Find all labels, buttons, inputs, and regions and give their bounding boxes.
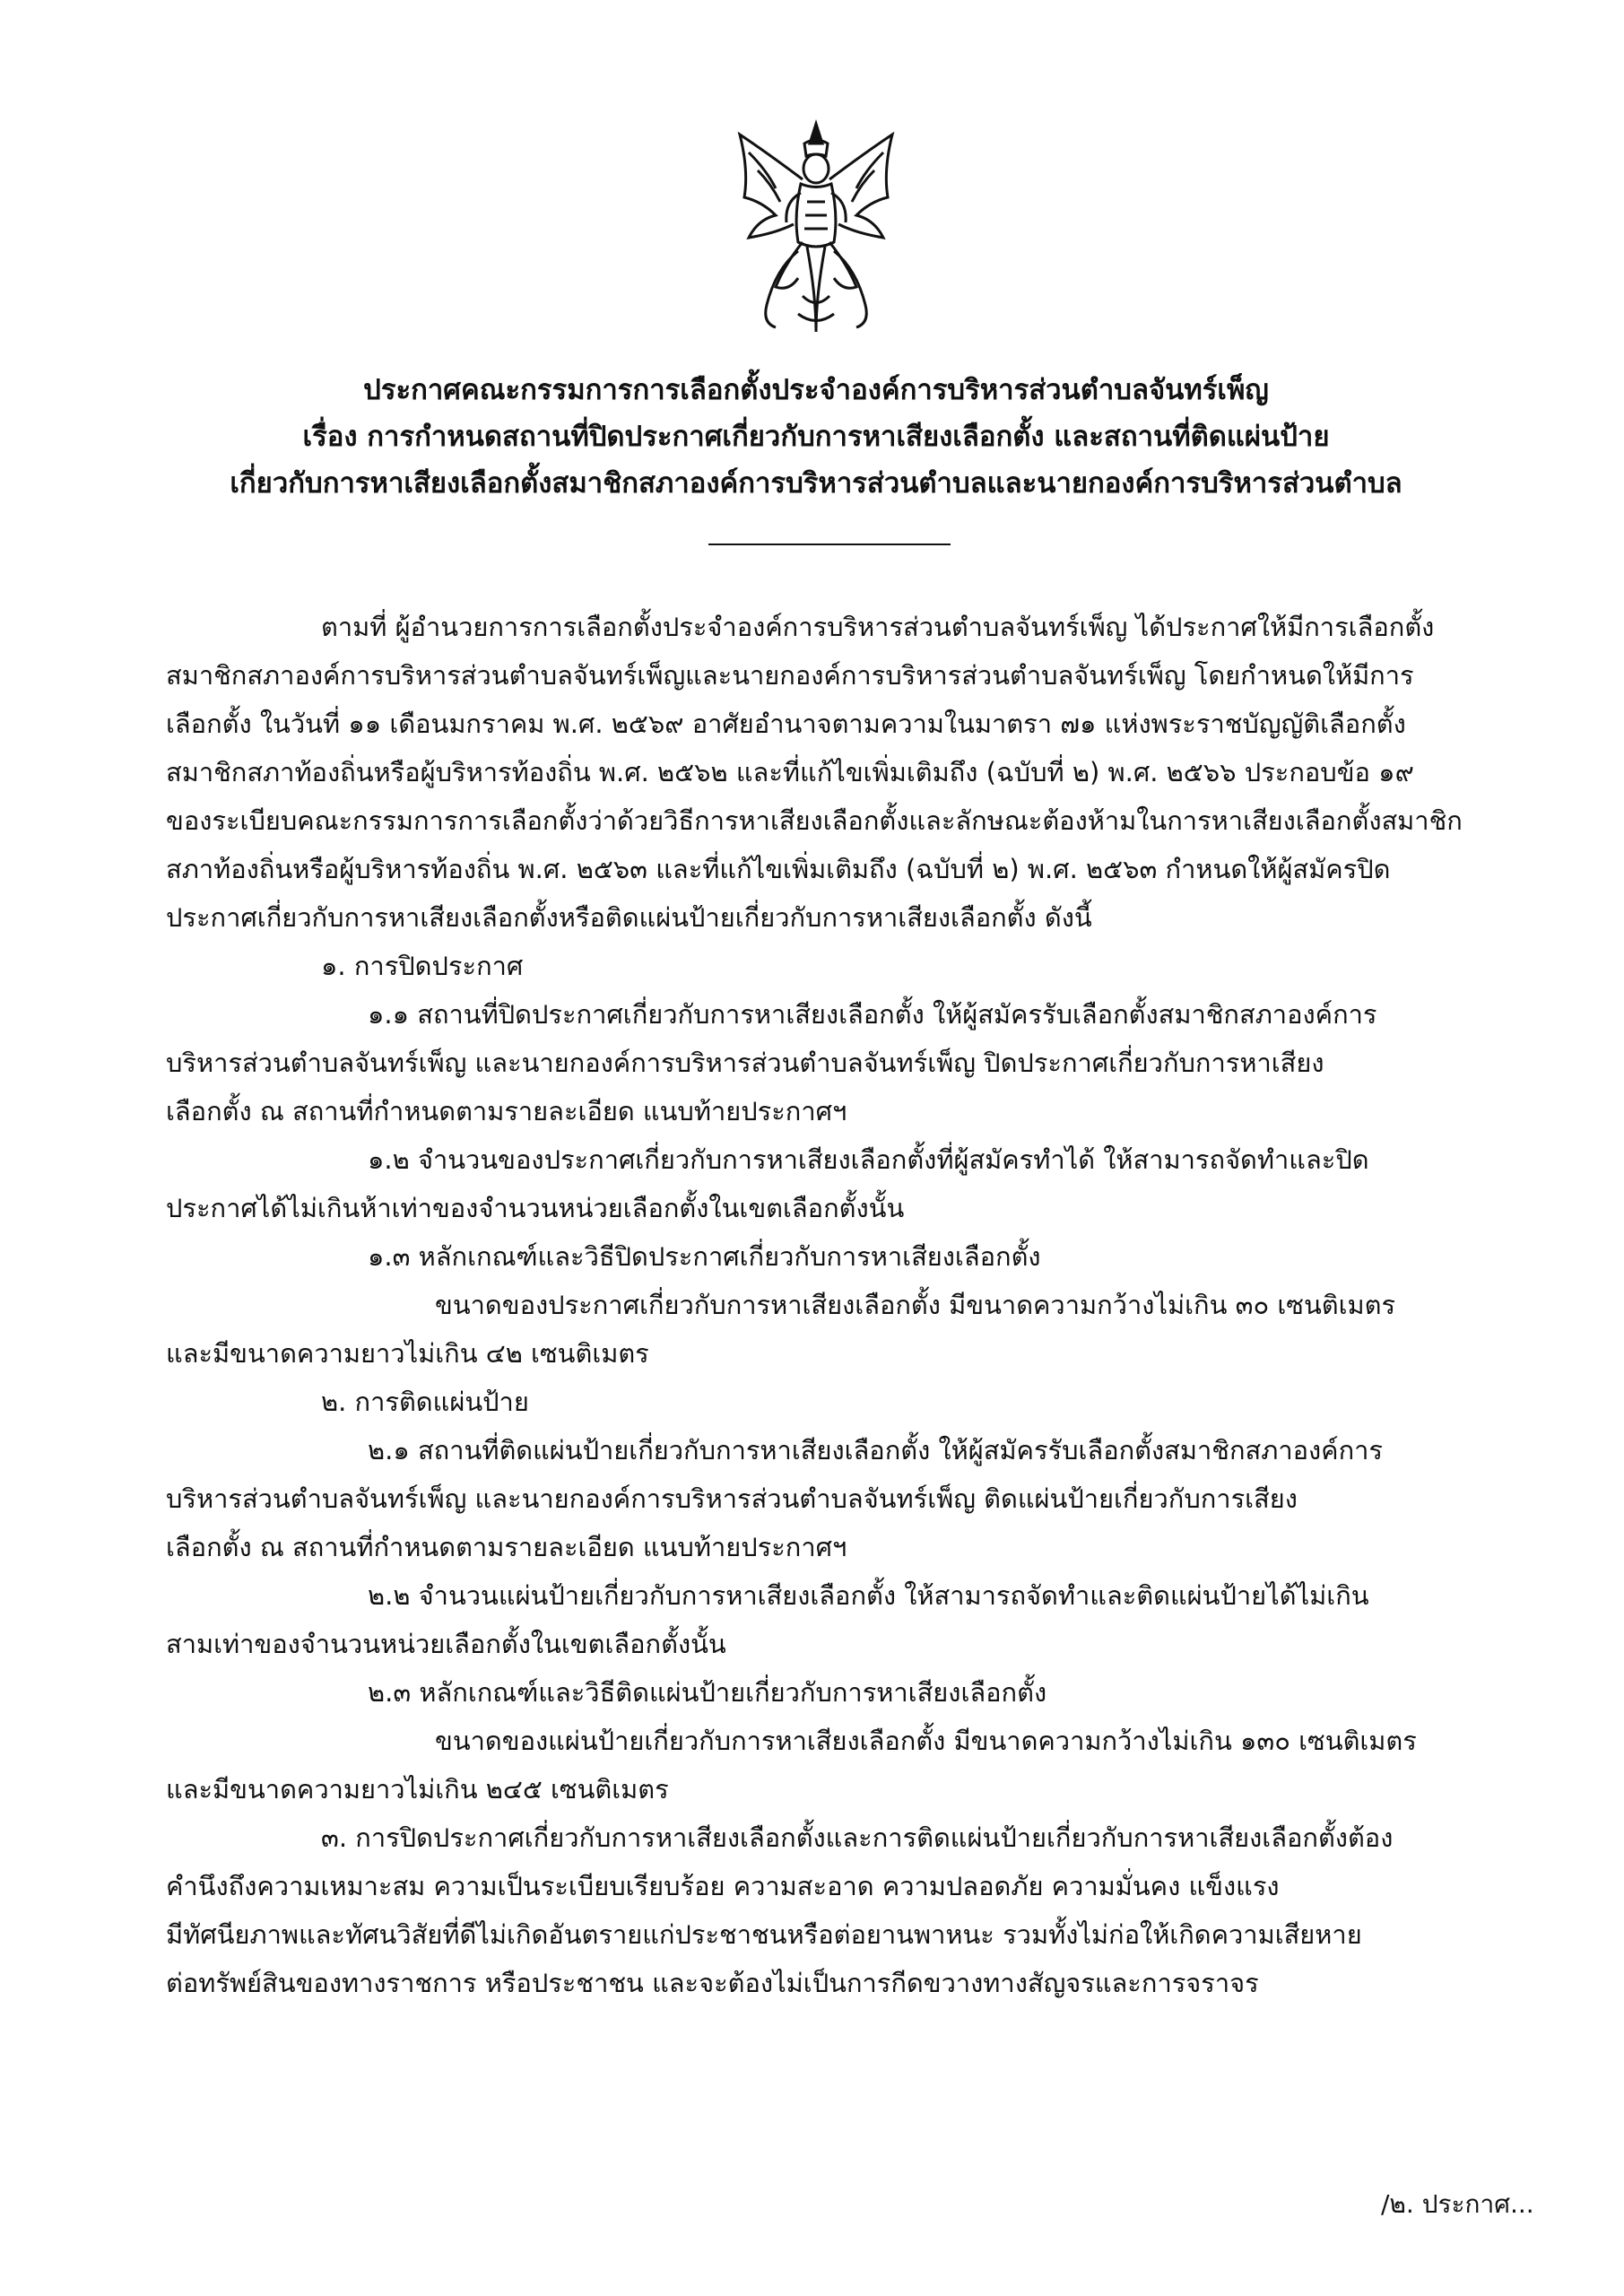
paragraph-line: คำนึงถึงความเหมาะสม ความเป็นระเบียบเรียบร้อย ความสะอาด ความปลอดภัย ความมั่นคง แข็งแรง xyxy=(166,1871,1280,1901)
subsection-line: ๑.๒ จำนวนของประกาศเกี่ยวกับการหาเสียงเลือกตั้งที่ผู้สมัครทำได้ ให้สามารถจัดทำและปิด xyxy=(368,1144,1369,1175)
paragraph-line: สภาท้องถิ่นหรือผู้บริหารท้องถิ่น พ.ศ. ๒๕๖๓ และที่แก้ไขเพิ่มเติมถึง (ฉบับที่ ๒) พ.ศ. ๒๕๖๓ กำหนดให้ผู้สมัครปิด xyxy=(166,854,1391,884)
garuda-emblem-icon xyxy=(722,117,910,341)
heading-line-2: เรื่อง การกำหนดสถานที่ปิดประกาศเกี่ยวกับการหาเสียงเลือกตั้ง และสถานที่ติดแผ่นป้าย xyxy=(302,421,1330,453)
heading-line-3: เกี่ยวกับการหาเสียงเลือกตั้งสมาชิกสภาองค์การบริหารส่วนตำบลและนายกองค์การบริหารส่วนตำบล xyxy=(230,467,1403,500)
paragraph-line: ขนาดของแผ่นป้ายเกี่ยวกับการหาเสียงเลือกตั้ง มีขนาดความกว้างไม่เกิน ๑๓๐ เซนติเมตร xyxy=(435,1726,1417,1756)
section-heading: ๒. การติดแผ่นป้าย xyxy=(321,1387,529,1417)
subsection-line: ๒.๑ สถานที่ติดแผ่นป้ายเกี่ยวกับการหาเสียงเลือกตั้ง ให้ผู้สมัครรับเลือกตั้งสมาชิกสภาองค์การ xyxy=(368,1435,1384,1465)
paragraph-line: ประกาศได้ไม่เกินห้าเท่าของจำนวนหน่วยเลือกตั้งในเขตเลือกตั้งนั้น xyxy=(166,1193,905,1223)
paragraph-line: สามเท่าของจำนวนหน่วยเลือกตั้งในเขตเลือกตั้งนั้น xyxy=(166,1629,726,1659)
paragraph-line: สมาชิกสภาองค์การบริหารส่วนตำบลจันทร์เพ็ญและนายกองค์การบริหารส่วนตำบลจันทร์เพ็ญ โดยกำหนดให้มีการ xyxy=(166,660,1414,691)
paragraph-line: เลือกตั้ง ในวันที่ ๑๑ เดือนมกราคม พ.ศ. ๒๕๖๙ อาศัยอำนาจตามความในมาตรา ๗๑ แห่งพระราชบัญญัติเลือกตั้ง xyxy=(166,709,1406,739)
paragraph-line: บริหารส่วนตำบลจันทร์เพ็ญ และนายกองค์การบริหารส่วนตำบลจันทร์เพ็ญ ปิดประกาศเกี่ยวกับการหาเสียง xyxy=(166,1048,1324,1078)
paragraph-line: เลือกตั้ง ณ สถานที่กำหนดตามรายละเอียด แนบท้ายประกาศฯ xyxy=(166,1096,847,1126)
paragraph-line: ประกาศเกี่ยวกับการหาเสียงเลือกตั้งหรือติดแผ่นป้ายเกี่ยวกับการหาเสียงเลือกตั้ง ดังนี้ xyxy=(166,902,1092,933)
subsection-line: ๒.๓ หลักเกณฑ์และวิธีติดแผ่นป้ายเกี่ยวกับการหาเสียงเลือกตั้ง xyxy=(368,1677,1047,1708)
paragraph-line: ของระเบียบคณะกรรมการการเลือกตั้งว่าด้วยวิธีการหาเสียงเลือกตั้งและลักษณะต้องห้ามในการหาเสียงเลือกตั้งสมาชิก xyxy=(166,805,1463,836)
subsection-line: ๑.๑ สถานที่ปิดประกาศเกี่ยวกับการหาเสียงเลือกตั้ง ให้ผู้สมัครรับเลือกตั้งสมาชิกสภาองค์การ xyxy=(368,999,1377,1030)
divider xyxy=(708,544,951,545)
section-heading: ๑. การปิดประกาศ xyxy=(321,951,524,981)
paragraph-line: และมีขนาดความยาวไม่เกิน ๔๒ เซนติเมตร xyxy=(166,1338,649,1369)
paragraph-line: สมาชิกสภาท้องถิ่นหรือผู้บริหารท้องถิ่น พ.ศ. ๒๕๖๒ และที่แก้ไขเพิ่มเติมถึง (ฉบับที่ ๒) พ.ศ. ๒๕๖๖ ประกอบข้อ ๑๙ xyxy=(166,757,1414,787)
paragraph-line: บริหารส่วนตำบลจันทร์เพ็ญ และนายกองค์การบริหารส่วนตำบลจันทร์เพ็ญ ติดแผ่นป้ายเกี่ยวกับการเสียง xyxy=(166,1483,1298,1514)
subsection-line: ๒.๒ จำนวนแผ่นป้ายเกี่ยวกับการหาเสียงเลือกตั้ง ให้สามารถจัดทำและติดแผ่นป้ายได้ไม่เกิน xyxy=(368,1580,1369,1611)
heading-line-1: ประกาศคณะกรรมการการเลือกตั้งประจำองค์การบริหารส่วนตำบลจันทร์เพ็ญ xyxy=(363,374,1269,406)
paragraph-line: และมีขนาดความยาวไม่เกิน ๒๔๕ เซนติเมตร xyxy=(166,1774,669,1805)
subsection-line: ๑.๓ หลักเกณฑ์และวิธีปิดประกาศเกี่ยวกับการหาเสียงเลือกตั้ง xyxy=(368,1241,1041,1272)
page-continuation: /๒. ประกาศ... xyxy=(1381,2189,1534,2219)
paragraph-line: ต่อทรัพย์สินของทางราชการ หรือประชาชน และจะต้องไม่เป็นการกีดขวางทางสัญจรและการจราจร xyxy=(166,1968,1259,1998)
paragraph-line: มีทัศนียภาพและทัศนวิสัยที่ดีไม่เกิดอันตรายแก่ประชาชนหรือต่อยานพาหนะ รวมทั้งไม่ก่อให้เกิดความเสียหาย xyxy=(166,1919,1362,1950)
paragraph-line: ตามที่ ผู้อำนวยการการเลือกตั้งประจำองค์การบริหารส่วนตำบลจันทร์เพ็ญ ได้ประกาศให้มีการเลือกตั้ง xyxy=(321,612,1435,642)
paragraph-line: ขนาดของประกาศเกี่ยวกับการหาเสียงเลือกตั้ง มีขนาดความกว้างไม่เกิน ๓๐ เซนติเมตร xyxy=(435,1290,1396,1320)
section-heading: ๓. การปิดประกาศเกี่ยวกับการหาเสียงเลือกตั้งและการติดแผ่นป้ายเกี่ยวกับการหาเสียงเลือกตั้งต้อง xyxy=(321,1822,1394,1853)
paragraph-line: เลือกตั้ง ณ สถานที่กำหนดตามรายละเอียด แนบท้ายประกาศฯ xyxy=(166,1532,847,1562)
